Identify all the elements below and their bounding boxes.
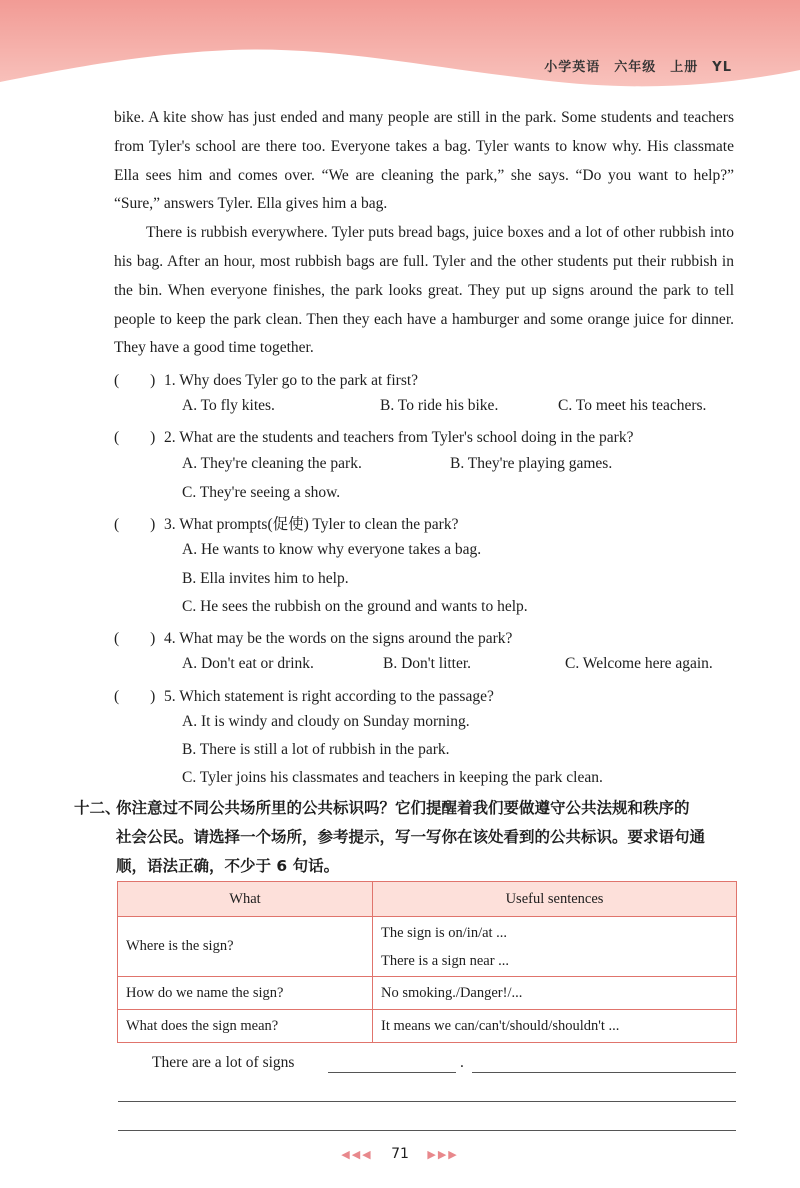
header-useful-sentences: Useful sentences	[373, 882, 737, 917]
writing-period: .	[460, 1054, 464, 1071]
option-3a: A. He wants to know why everyone takes a bag.	[182, 541, 482, 558]
table-row	[118, 917, 737, 977]
row-sentences: It means we can/can't/should/shouldn't ...	[373, 1010, 737, 1043]
table-row	[118, 977, 737, 1010]
option-4c: C. Welcome here again.	[565, 655, 713, 672]
instruction-line-2: 社会公民。请选择一个场所，参考提示，写一写你在该处看到的公共标识。要求语句通	[116, 828, 706, 846]
option-5b: B. There is still a lot of rubbish in the park.	[182, 741, 450, 758]
answer-blank[interactable]: ( )	[114, 630, 156, 647]
answer-blank[interactable]: ( )	[114, 688, 156, 705]
option-5a: A. It is windy and cloudy on Sunday morning.	[182, 713, 470, 730]
option-5c: C. Tyler joins his classmates and teachers in keeping the park clean.	[182, 769, 603, 786]
answer-blank[interactable]: ( )	[114, 372, 156, 389]
option-2a: A. They're cleaning the park.	[182, 455, 362, 472]
question-text: 5. Which statement is right according to the passage?	[164, 688, 494, 705]
question-5	[114, 684, 494, 706]
right-arrows-icon: ▶▶▶	[427, 1148, 459, 1161]
option-1b: B. To ride his bike.	[380, 397, 499, 414]
option-3c: C. He sees the rubbish on the ground and wants to help.	[182, 598, 528, 615]
reading-passage	[114, 104, 734, 363]
header-band	[0, 0, 800, 110]
instruction-line-3: 顺，语法正确，不少于 6 句话。	[116, 857, 340, 875]
question-4	[114, 626, 512, 648]
sentence: The sign is on/in/at ...	[381, 924, 508, 941]
header-wave-decoration	[0, 0, 800, 110]
useful-sentences-table	[117, 881, 737, 1043]
row-question: How do we name the sign?	[118, 977, 373, 1010]
instruction-line-1: 你注意过不同公共场所里的公共标识吗？它们提醒着我们要做遵守公共法规和秩序的	[116, 799, 690, 817]
row-sentences	[373, 917, 737, 977]
row-question: What does the sign mean?	[118, 1010, 373, 1043]
question-1	[114, 368, 418, 390]
passage-paragraph-1: bike. A kite show has just ended and many people are still in the park. Some students and teachers from Tyler's school are there too. Everyone takes a bag. Tyler wants to know why. His classmate Ella sees him and comes over. “We are cleaning the park,” she says. “Do you want to help?” “Sure,” answers Tyler. Ella gives him a bag.	[114, 109, 734, 213]
writing-line-2[interactable]	[118, 1101, 736, 1102]
table-header-row	[118, 882, 737, 917]
option-1c: C. To meet his teachers.	[558, 397, 707, 414]
row-sentences: No smoking./Danger!/...	[373, 977, 737, 1010]
header-what: What	[118, 882, 373, 917]
sentence: There is a sign near ...	[381, 952, 510, 969]
row-question: Where is the sign?	[118, 917, 373, 977]
writing-line-3[interactable]	[118, 1130, 736, 1131]
passage-paragraph-2: There is rubbish everywhere. Tyler puts bread bags, juice boxes and a lot of other rubbish into his bag. After an hour, most rubbish bags are full. Tyler and the other students put their rubbish in the bin. When everyone finishes, the park looks great. They put up signs around the park to tell people to keep the park clean. Then they each have a hamburger and some orange juice for dinner. They have a good time together.	[114, 224, 734, 357]
question-text: 4. What may be the words on the signs around the park?	[164, 630, 513, 647]
question-2	[114, 425, 633, 447]
section-number: 十二、	[74, 799, 121, 817]
question-text: 2. What are the students and teachers from Tyler's school doing in the park?	[164, 429, 634, 446]
answer-blank[interactable]: ( )	[114, 429, 156, 446]
option-1a: A. To fly kites.	[182, 397, 275, 414]
book-label: 小学英语 六年级 上册 YL	[544, 60, 732, 75]
writing-line-1[interactable]	[472, 1072, 736, 1073]
table-row	[118, 1010, 737, 1043]
option-2c: C. They're seeing a show.	[182, 484, 341, 501]
option-4b: B. Don't litter.	[383, 655, 472, 672]
writing-blank-short[interactable]	[328, 1072, 456, 1073]
option-3b: B. Ella invites him to help.	[182, 570, 349, 587]
question-text: 3. What prompts(促使) Tyler to clean the park?	[164, 516, 459, 533]
question-text: 1. Why does Tyler go to the park at first?	[164, 372, 419, 389]
left-arrows-icon: ◀◀◀	[341, 1148, 373, 1161]
writing-starter: There are a lot of signs	[152, 1054, 295, 1071]
option-4a: A. Don't eat or drink.	[182, 655, 314, 672]
question-3	[114, 512, 458, 534]
answer-blank[interactable]: ( )	[114, 516, 156, 533]
page-footer	[0, 1146, 800, 1162]
page-number: 71	[391, 1146, 409, 1162]
option-2b: B. They're playing games.	[450, 455, 613, 472]
